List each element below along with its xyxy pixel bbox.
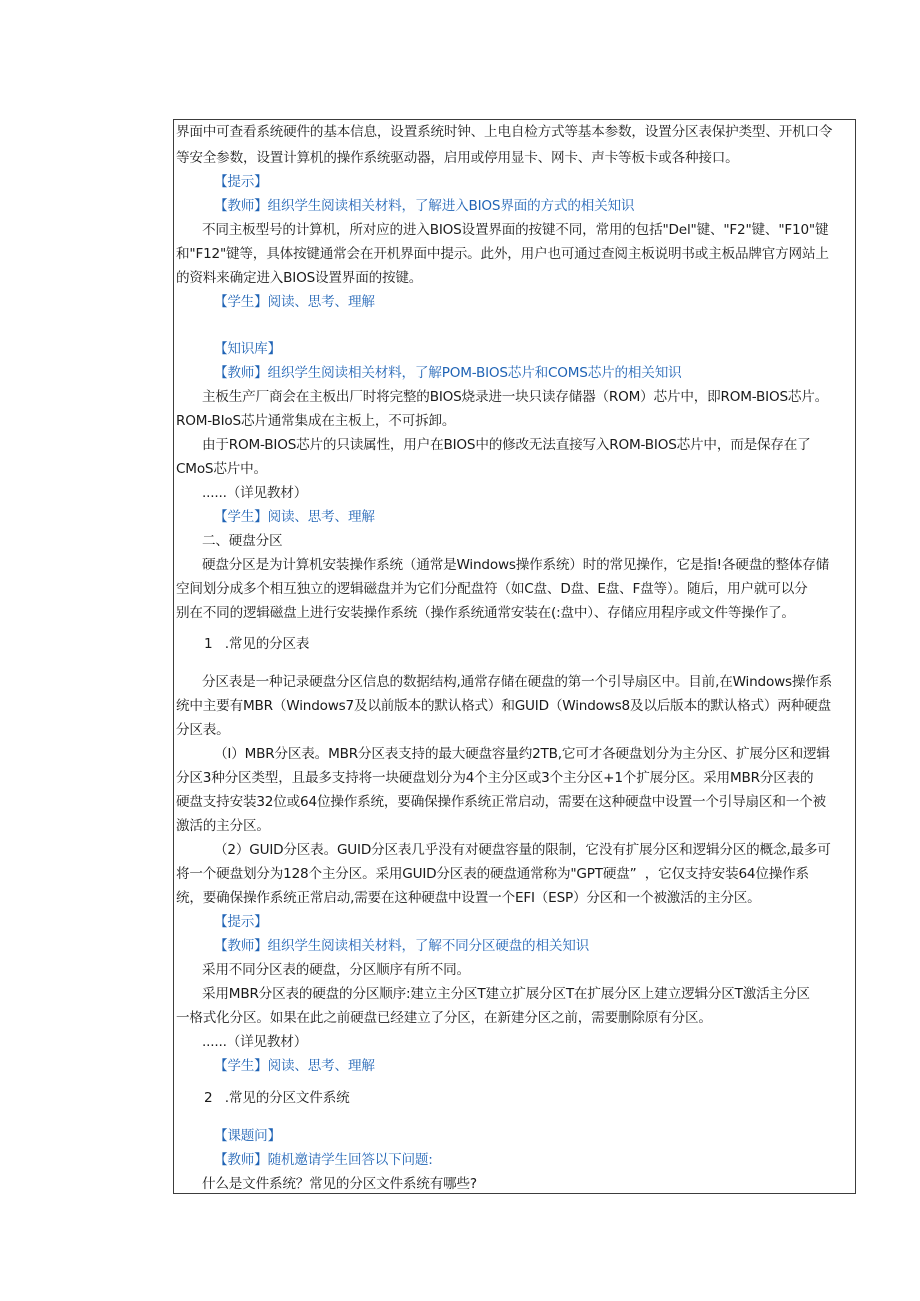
paragraph-line: 硬盘支持安装32位或64位操作系统，要确保操作系统正常启动，需要在这种硬盘中设置一个引导扇区和一个被	[176, 794, 826, 810]
student-line	[214, 290, 375, 314]
student-tag: 【学生】	[214, 1058, 268, 1074]
teacher-tag: 【教师】	[214, 1152, 268, 1168]
teacher-line	[214, 194, 634, 218]
teacher-line	[214, 361, 682, 385]
teacher-instruction: 组织学生阅读相关材料，了解POM-BIOS芯片和COMS芯片的相关知识	[267, 365, 682, 381]
subsection-heading: 1 .常见的分区表	[204, 636, 310, 652]
student-line	[214, 1054, 375, 1078]
paragraph-line: ROM-BIoS芯片通常集成在主板上，不可拆卸。	[176, 413, 456, 429]
hint-label: 【提示】	[214, 914, 268, 930]
paragraph-line: 统，要确保操作系统正常启动,需要在这种硬盘中设置一个EFI（ESP）分区和一个被激活的主分区。	[176, 890, 761, 906]
paragraph-line: 的资料来确定进入BIOS设置界面的按键。	[176, 270, 423, 286]
paragraph-line: 分区3种分区类型，且最多支持将一块硬盘划分为4个主分区或3个主分区+1个扩展分区。采用MBR分区表的	[176, 770, 814, 786]
paragraph-line: 界面中可查看系统硬件的基本信息，设置系统时钟、上电自检方式等基本参数，设置分区表保护类型、开机口令	[176, 124, 833, 140]
paragraph-line: （I）MBR分区表。MBR分区表支持的最大硬盘容量约2TB,它可才各硬盘划分为主分区、扩展分区和逻辑	[214, 746, 830, 762]
paragraph-line: 将一个硬盘划分为128个主分区。采用GUID分区表的硬盘通常称为"GPT硬盘” ，它仅支持安装64位操作系	[176, 866, 809, 882]
paragraph-line: 采用不同分区表的硬盘，分区顺序有所不同。	[202, 962, 470, 978]
teacher-line	[214, 1148, 433, 1172]
paragraph-line: 由于ROM-BIOS芯片的只读属性，用户在BIOS中的修改无法直接写入ROM-BIOS芯片中，而是保存在了	[202, 437, 811, 453]
teacher-instruction: 组织学生阅读相关材料，了解进入BIOS界面的方式的相关知识	[267, 198, 635, 214]
student-activity: 阅读、思考、理解	[267, 509, 375, 525]
student-tag: 【学生】	[214, 294, 268, 310]
section-heading: 二、硬盘分区	[202, 533, 283, 549]
see-textbook-note: ......（详见教材）	[202, 1034, 308, 1050]
paragraph-line: 等安全参数，设置计算机的操作系统驱动器，启用或停用显卡、网卡、声卡等板卡或各种接口。	[176, 150, 739, 166]
paragraph-line: 别在不同的逻辑磁盘上进行安装操作系统（操作系统通常安装在(:盘中）、存储应用程序或文件等操作了。	[176, 605, 795, 621]
student-line	[214, 505, 375, 529]
paragraph-line: 不同主板型号的计算机，所对应的进入BIOS设置界面的按键不同，常用的包括"Del"键、"F2"键、"F10"键	[202, 222, 829, 238]
hint-label: 【提示】	[214, 174, 268, 190]
teacher-tag: 【教师】	[214, 938, 268, 954]
teacher-instruction: 随机邀请学生回答以下问题:	[267, 1152, 433, 1168]
teacher-tag: 【教师】	[214, 198, 268, 214]
paragraph-line: 激活的主分区。	[176, 818, 270, 834]
student-tag: 【学生】	[214, 509, 268, 525]
subsection-heading: 2 .常见的分区文件系统	[204, 1090, 350, 1106]
student-activity: 阅读、思考、理解	[267, 1058, 375, 1074]
paragraph-line: 空间划分成多个相互独立的逻辑磁盘并为它们分配盘符（如C盘、D盘、E盘、F盘等）。随后，用户就可以分	[176, 581, 808, 597]
paragraph-line: 一格式化分区。如果在此之前硬盘已经建立了分区，在新建分区之前，需要删除原有分区。	[176, 1010, 712, 1026]
paragraph-line: 统中主要有MBR（Windows7及以前版本的默认格式）和GUID（Windows8及以后版本的默认格式）两种硬盘	[176, 698, 831, 714]
document-table-cell	[173, 119, 856, 1194]
teacher-instruction: 组织学生阅读相关材料，了解不同分区硬盘的相关知识	[267, 938, 590, 954]
teacher-line	[214, 934, 589, 958]
class-question-label: 【课题问】	[214, 1128, 281, 1144]
teacher-tag: 【教师】	[214, 365, 268, 381]
student-activity: 阅读、思考、理解	[267, 294, 375, 310]
paragraph-line: 硬盘分区是为计算机安装操作系统（通常是Windows操作系统）时的常见操作，它是指!各硬盘的整体存储	[202, 557, 830, 573]
paragraph-line: 采用MBR分区表的硬盘的分区顺序:建立主分区T建立扩展分区T在扩展分区上建立逻辑分区T激活主分区	[202, 986, 810, 1002]
paragraph-line: 分区表。	[176, 722, 230, 738]
paragraph-line: 分区表是一种记录硬盘分区信息的数据结构,通常存储在硬盘的第一个引导扇区中。目前,在Windows操作系	[202, 674, 833, 690]
see-textbook-note: ......（详见教材）	[202, 485, 308, 501]
paragraph-line: 主板生产厂商会在主板出厂时将完整的BIOS烧录进一块只读存储器（ROM）芯片中，即ROM-BIOS芯片。	[202, 389, 829, 405]
question-line: 什么是文件系统？常见的分区文件系统有哪些?	[202, 1176, 477, 1192]
paragraph-line: 和"F12"键等，具体按键通常会在开机界面中提示。此外，用户也可通过查阅主板说明书或主板品牌官方网站上	[176, 246, 829, 262]
knowledge-base-label: 【知识库】	[214, 341, 281, 357]
paragraph-line: CMoS芯片中。	[176, 461, 267, 477]
paragraph-line: （2）GUID分区表。GUID分区表几乎没有对硬盘容量的限制，它没有扩展分区和逻辑分区的概念,最多可	[214, 842, 831, 858]
